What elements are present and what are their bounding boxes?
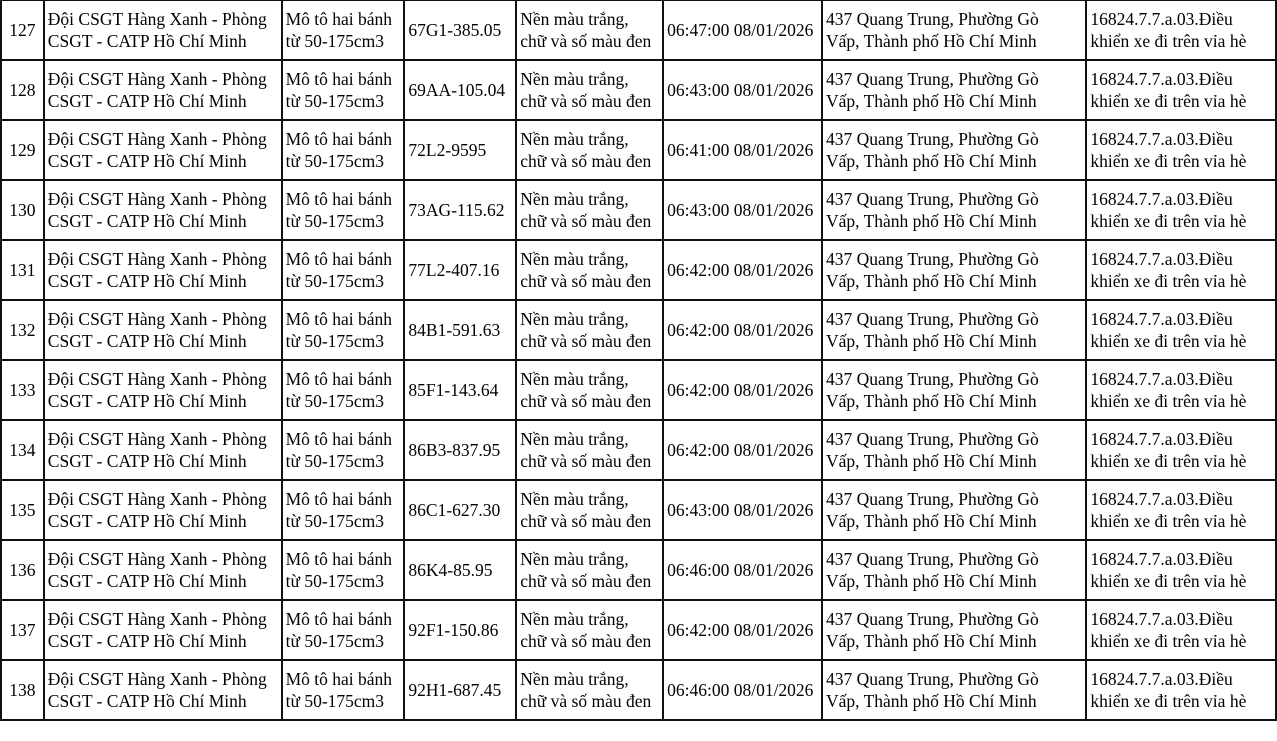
table-body [1, 0, 1276, 720]
plate-color-line: Nền màu trắng, [520, 189, 629, 209]
violation-location-cell [822, 0, 1086, 60]
violation-location-line: 437 Quang Trung, Phường Gò [826, 489, 1039, 509]
violation-description-cell [1086, 180, 1276, 240]
table-row [1, 300, 1276, 360]
vehicle-type-line: từ 50-175cm3 [285, 451, 385, 471]
plate-color-line: Nền màu trắng, [520, 129, 629, 149]
violation-description-line: 16824.7.7.a.03.Điều [1090, 549, 1233, 569]
license-plate-cell [404, 540, 516, 600]
enforcement-unit-line: CSGT - CATP Hồ Chí Minh [47, 571, 247, 591]
violation-time: 06:41:00 08/01/2026 [667, 140, 814, 160]
violation-description-line: khiển xe đi trên vỉa hè [1090, 91, 1247, 111]
license-plate-cell [404, 240, 516, 300]
row-number: 135 [9, 500, 36, 520]
plate-color-line: chữ và số màu đen [520, 511, 652, 531]
violation-location-line: 437 Quang Trung, Phường Gò [826, 9, 1039, 29]
violation-location-line: Vấp, Thành phố Hồ Chí Minh [826, 31, 1037, 51]
violation-time-cell [663, 180, 822, 240]
violation-location-cell [822, 300, 1086, 360]
violation-location-cell [822, 360, 1086, 420]
violation-time-cell [663, 0, 822, 60]
violation-location-line: Vấp, Thành phố Hồ Chí Minh [826, 391, 1037, 411]
plate-color-line: chữ và số màu đen [520, 331, 652, 351]
vehicle-type-cell [282, 0, 405, 60]
plate-color-line: Nền màu trắng, [520, 69, 629, 89]
license-plate: 86C1-627.30 [408, 500, 501, 520]
enforcement-unit-line: Đội CSGT Hàng Xanh - Phòng [47, 9, 267, 29]
row-number-cell [1, 420, 44, 480]
license-plate: 73AG-115.62 [408, 200, 505, 220]
row-number-cell [1, 660, 44, 720]
violation-description-line: khiển xe đi trên vỉa hè [1090, 211, 1247, 231]
license-plate-cell [404, 0, 516, 60]
violation-description-line: 16824.7.7.a.03.Điều [1090, 69, 1233, 89]
vehicle-type-line: Mô tô hai bánh [285, 9, 393, 29]
violation-location-cell [822, 540, 1086, 600]
row-number-cell [1, 480, 44, 540]
violation-description-line: khiển xe đi trên vỉa hè [1090, 331, 1247, 351]
violation-time: 06:42:00 08/01/2026 [667, 620, 814, 640]
violation-description-line: 16824.7.7.a.03.Điều [1090, 429, 1233, 449]
violation-description-line: 16824.7.7.a.03.Điều [1090, 669, 1233, 689]
plate-color-line: Nền màu trắng, [520, 249, 629, 269]
plate-color-line: chữ và số màu đen [520, 31, 652, 51]
violation-location-line: Vấp, Thành phố Hồ Chí Minh [826, 571, 1037, 591]
violation-location-line: Vấp, Thành phố Hồ Chí Minh [826, 631, 1037, 651]
violation-location-line: Vấp, Thành phố Hồ Chí Minh [826, 691, 1037, 711]
vehicle-type-line: Mô tô hai bánh [285, 669, 393, 689]
violation-location-cell [822, 180, 1086, 240]
enforcement-unit-line: Đội CSGT Hàng Xanh - Phòng [47, 489, 267, 509]
violation-time-cell [663, 120, 822, 180]
enforcement-unit-line: CSGT - CATP Hồ Chí Minh [47, 271, 247, 291]
vehicle-type-cell [282, 180, 405, 240]
violation-location-line: 437 Quang Trung, Phường Gò [826, 189, 1039, 209]
vehicle-type-line: từ 50-175cm3 [285, 391, 385, 411]
vehicle-type-line: từ 50-175cm3 [285, 271, 385, 291]
enforcement-unit-line: Đội CSGT Hàng Xanh - Phòng [47, 609, 267, 629]
violation-location-line: 437 Quang Trung, Phường Gò [826, 249, 1039, 269]
plate-color-line: chữ và số màu đen [520, 391, 652, 411]
plate-color-line: Nền màu trắng, [520, 609, 629, 629]
violation-time: 06:42:00 08/01/2026 [667, 320, 814, 340]
row-number: 131 [9, 260, 36, 280]
vehicle-type-cell [282, 480, 405, 540]
vehicle-type-cell [282, 300, 405, 360]
table-row [1, 60, 1276, 120]
license-plate: 84B1-591.63 [408, 320, 501, 340]
row-number-cell [1, 180, 44, 240]
enforcement-unit-line: Đội CSGT Hàng Xanh - Phòng [47, 369, 267, 389]
row-number-cell [1, 540, 44, 600]
license-plate: 72L2-9595 [408, 140, 487, 160]
vehicle-type-line: Mô tô hai bánh [285, 249, 393, 269]
row-number: 130 [9, 200, 36, 220]
row-number-cell [1, 600, 44, 660]
vehicle-type-line: từ 50-175cm3 [285, 631, 385, 651]
violation-description-cell [1086, 300, 1276, 360]
violation-description-cell [1086, 240, 1276, 300]
row-number-cell [1, 120, 44, 180]
vehicle-type-line: từ 50-175cm3 [285, 331, 385, 351]
enforcement-unit-line: Đội CSGT Hàng Xanh - Phòng [47, 429, 267, 449]
enforcement-unit-cell [44, 660, 282, 720]
plate-color-cell [516, 0, 663, 60]
violation-description-line: khiển xe đi trên vỉa hè [1090, 571, 1247, 591]
violation-description-line: khiển xe đi trên vỉa hè [1090, 31, 1247, 51]
vehicle-type-cell [282, 600, 405, 660]
violation-description-line: 16824.7.7.a.03.Điều [1090, 9, 1233, 29]
violation-location-line: Vấp, Thành phố Hồ Chí Minh [826, 151, 1037, 171]
enforcement-unit-line: CSGT - CATP Hồ Chí Minh [47, 151, 247, 171]
plate-color-line: Nền màu trắng, [520, 669, 629, 689]
violation-time: 06:47:00 08/01/2026 [667, 20, 814, 40]
violation-location-line: 437 Quang Trung, Phường Gò [826, 69, 1039, 89]
violation-time-cell [663, 600, 822, 660]
violation-description-line: 16824.7.7.a.03.Điều [1090, 489, 1233, 509]
table-row [1, 240, 1276, 300]
row-number-cell [1, 300, 44, 360]
violation-description-line: khiển xe đi trên vỉa hè [1090, 151, 1247, 171]
license-plate-cell [404, 180, 516, 240]
vehicle-type-line: Mô tô hai bánh [285, 429, 393, 449]
plate-color-cell [516, 240, 663, 300]
table-row [1, 600, 1276, 660]
enforcement-unit-cell [44, 480, 282, 540]
vehicle-type-line: Mô tô hai bánh [285, 489, 393, 509]
table-row [1, 360, 1276, 420]
row-number: 127 [9, 20, 36, 40]
enforcement-unit-line: CSGT - CATP Hồ Chí Minh [47, 31, 247, 51]
violation-description-line: 16824.7.7.a.03.Điều [1090, 189, 1233, 209]
violation-location-cell [822, 120, 1086, 180]
violation-description-line: khiển xe đi trên vỉa hè [1090, 691, 1247, 711]
violation-location-line: Vấp, Thành phố Hồ Chí Minh [826, 211, 1037, 231]
plate-color-line: Nền màu trắng, [520, 549, 629, 569]
license-plate-cell [404, 60, 516, 120]
row-number: 132 [9, 320, 36, 340]
plate-color-cell [516, 60, 663, 120]
plate-color-line: Nền màu trắng, [520, 489, 629, 509]
vehicle-type-cell [282, 240, 405, 300]
vehicle-type-line: từ 50-175cm3 [285, 211, 385, 231]
violation-location-line: 437 Quang Trung, Phường Gò [826, 129, 1039, 149]
violation-description-line: khiển xe đi trên vỉa hè [1090, 451, 1247, 471]
enforcement-unit-line: Đội CSGT Hàng Xanh - Phòng [47, 189, 267, 209]
violation-location-cell [822, 600, 1086, 660]
vehicle-type-cell [282, 420, 405, 480]
license-plate: 92F1-150.86 [408, 620, 499, 640]
vehicle-type-cell [282, 660, 405, 720]
violation-description-cell [1086, 600, 1276, 660]
violation-description-line: 16824.7.7.a.03.Điều [1090, 129, 1233, 149]
violation-time-cell [663, 660, 822, 720]
violation-time-cell [663, 60, 822, 120]
row-number: 137 [9, 620, 36, 640]
enforcement-unit-line: CSGT - CATP Hồ Chí Minh [47, 511, 247, 531]
row-number: 134 [9, 440, 36, 460]
violation-time-cell [663, 300, 822, 360]
enforcement-unit-line: Đội CSGT Hàng Xanh - Phòng [47, 69, 267, 89]
violation-location-line: Vấp, Thành phố Hồ Chí Minh [826, 511, 1037, 531]
violation-description-cell [1086, 120, 1276, 180]
license-plate: 69AA-105.04 [408, 80, 506, 100]
violation-description-cell [1086, 60, 1276, 120]
license-plate-cell [404, 360, 516, 420]
license-plate-cell [404, 300, 516, 360]
enforcement-unit-line: CSGT - CATP Hồ Chí Minh [47, 691, 247, 711]
row-number-cell [1, 60, 44, 120]
vehicle-type-line: từ 50-175cm3 [285, 31, 385, 51]
enforcement-unit-line: CSGT - CATP Hồ Chí Minh [47, 451, 247, 471]
violation-description-cell [1086, 540, 1276, 600]
violation-description-line: 16824.7.7.a.03.Điều [1090, 369, 1233, 389]
plate-color-line: chữ và số màu đen [520, 271, 652, 291]
vehicle-type-line: Mô tô hai bánh [285, 609, 393, 629]
plate-color-line: chữ và số màu đen [520, 571, 652, 591]
license-plate-cell [404, 420, 516, 480]
license-plate-cell [404, 660, 516, 720]
violation-time: 06:42:00 08/01/2026 [667, 440, 814, 460]
license-plate-cell [404, 480, 516, 540]
vehicle-type-line: Mô tô hai bánh [285, 129, 393, 149]
plate-color-cell [516, 420, 663, 480]
enforcement-unit-line: Đội CSGT Hàng Xanh - Phòng [47, 249, 267, 269]
row-number: 129 [9, 140, 36, 160]
row-number: 138 [9, 680, 36, 700]
enforcement-unit-cell [44, 180, 282, 240]
row-number: 136 [9, 560, 36, 580]
violation-time: 06:43:00 08/01/2026 [667, 80, 814, 100]
violation-description-line: khiển xe đi trên vỉa hè [1090, 511, 1247, 531]
violation-description-cell [1086, 360, 1276, 420]
violation-description-line: khiển xe đi trên vỉa hè [1090, 391, 1247, 411]
violation-description-line: khiển xe đi trên vỉa hè [1090, 631, 1247, 651]
violation-location-line: 437 Quang Trung, Phường Gò [826, 549, 1039, 569]
license-plate: 86K4-85.95 [408, 560, 493, 580]
violation-location-line: Vấp, Thành phố Hồ Chí Minh [826, 331, 1037, 351]
violation-description-cell [1086, 0, 1276, 60]
violation-time: 06:42:00 08/01/2026 [667, 260, 814, 280]
enforcement-unit-cell [44, 240, 282, 300]
plate-color-cell [516, 660, 663, 720]
violation-description-line: khiển xe đi trên vỉa hè [1090, 271, 1247, 291]
vehicle-type-line: Mô tô hai bánh [285, 69, 393, 89]
enforcement-unit-cell [44, 420, 282, 480]
enforcement-unit-line: Đội CSGT Hàng Xanh - Phòng [47, 309, 267, 329]
plate-color-line: chữ và số màu đen [520, 91, 652, 111]
enforcement-unit-cell [44, 120, 282, 180]
plate-color-line: Nền màu trắng, [520, 429, 629, 449]
violation-location-line: Vấp, Thành phố Hồ Chí Minh [826, 451, 1037, 471]
enforcement-unit-line: Đội CSGT Hàng Xanh - Phòng [47, 129, 267, 149]
license-plate: 85F1-143.64 [408, 380, 499, 400]
vehicle-type-line: Mô tô hai bánh [285, 369, 393, 389]
vehicle-type-line: từ 50-175cm3 [285, 151, 385, 171]
row-number: 133 [9, 380, 36, 400]
enforcement-unit-line: CSGT - CATP Hồ Chí Minh [47, 91, 247, 111]
table-row [1, 480, 1276, 540]
violation-location-cell [822, 660, 1086, 720]
violation-description-cell [1086, 480, 1276, 540]
violation-location-cell [822, 240, 1086, 300]
vehicle-type-line: từ 50-175cm3 [285, 91, 385, 111]
violation-location-line: 437 Quang Trung, Phường Gò [826, 669, 1039, 689]
violation-time: 06:43:00 08/01/2026 [667, 500, 814, 520]
plate-color-cell [516, 600, 663, 660]
violation-description-line: 16824.7.7.a.03.Điều [1090, 249, 1233, 269]
vehicle-type-line: Mô tô hai bánh [285, 309, 393, 329]
license-plate: 67G1-385.05 [408, 20, 502, 40]
violation-time: 06:46:00 08/01/2026 [667, 680, 814, 700]
table-row [1, 180, 1276, 240]
vehicle-type-line: từ 50-175cm3 [285, 511, 385, 531]
violation-description-line: 16824.7.7.a.03.Điều [1090, 609, 1233, 629]
plate-color-line: Nền màu trắng, [520, 309, 629, 329]
plate-color-cell [516, 120, 663, 180]
plate-color-line: chữ và số màu đen [520, 211, 652, 231]
vehicle-type-line: từ 50-175cm3 [285, 691, 385, 711]
plate-color-line: chữ và số màu đen [520, 151, 652, 171]
vehicle-type-line: từ 50-175cm3 [285, 571, 385, 591]
violation-location-line: 437 Quang Trung, Phường Gò [826, 609, 1039, 629]
row-number-cell [1, 0, 44, 60]
violation-location-line: Vấp, Thành phố Hồ Chí Minh [826, 91, 1037, 111]
violation-location-cell [822, 480, 1086, 540]
row-number-cell [1, 360, 44, 420]
enforcement-unit-line: Đội CSGT Hàng Xanh - Phòng [47, 669, 267, 689]
enforcement-unit-cell [44, 600, 282, 660]
vehicle-type-cell [282, 540, 405, 600]
vehicle-type-cell [282, 120, 405, 180]
plate-color-line: Nền màu trắng, [520, 9, 629, 29]
violation-time-cell [663, 540, 822, 600]
enforcement-unit-cell [44, 300, 282, 360]
plate-color-line: Nền màu trắng, [520, 369, 629, 389]
enforcement-unit-line: CSGT - CATP Hồ Chí Minh [47, 211, 247, 231]
violation-location-line: 437 Quang Trung, Phường Gò [826, 369, 1039, 389]
vehicle-type-cell [282, 360, 405, 420]
violation-description-line: 16824.7.7.a.03.Điều [1090, 309, 1233, 329]
table-row [1, 660, 1276, 720]
vehicle-type-cell [282, 60, 405, 120]
plate-color-cell [516, 180, 663, 240]
violation-time: 06:46:00 08/01/2026 [667, 560, 814, 580]
license-plate-cell [404, 120, 516, 180]
license-plate: 86B3-837.95 [408, 440, 501, 460]
table-row [1, 0, 1276, 60]
violation-location-cell [822, 60, 1086, 120]
table-row [1, 120, 1276, 180]
table-row [1, 420, 1276, 480]
license-plate-cell [404, 600, 516, 660]
row-number-cell [1, 240, 44, 300]
license-plate: 77L2-407.16 [408, 260, 500, 280]
violation-location-line: Vấp, Thành phố Hồ Chí Minh [826, 271, 1037, 291]
plate-color-line: chữ và số màu đen [520, 631, 652, 651]
enforcement-unit-cell [44, 360, 282, 420]
enforcement-unit-cell [44, 0, 282, 60]
plate-color-cell [516, 540, 663, 600]
enforcement-unit-line: CSGT - CATP Hồ Chí Minh [47, 391, 247, 411]
enforcement-unit-cell [44, 540, 282, 600]
enforcement-unit-cell [44, 60, 282, 120]
violation-location-cell [822, 420, 1086, 480]
plate-color-line: chữ và số màu đen [520, 691, 652, 711]
violation-location-line: 437 Quang Trung, Phường Gò [826, 309, 1039, 329]
plate-color-cell [516, 480, 663, 540]
license-plate: 92H1-687.45 [408, 680, 502, 700]
violation-time: 06:42:00 08/01/2026 [667, 380, 814, 400]
vehicle-type-line: Mô tô hai bánh [285, 189, 393, 209]
violation-time-cell [663, 240, 822, 300]
violation-time-cell [663, 480, 822, 540]
violation-description-cell [1086, 420, 1276, 480]
violation-time: 06:43:00 08/01/2026 [667, 200, 814, 220]
plate-color-cell [516, 300, 663, 360]
table-row [1, 540, 1276, 600]
violation-time-cell [663, 420, 822, 480]
enforcement-unit-line: CSGT - CATP Hồ Chí Minh [47, 631, 247, 651]
plate-color-line: chữ và số màu đen [520, 451, 652, 471]
violation-location-line: 437 Quang Trung, Phường Gò [826, 429, 1039, 449]
enforcement-unit-line: CSGT - CATP Hồ Chí Minh [47, 331, 247, 351]
vehicle-type-line: Mô tô hai bánh [285, 549, 393, 569]
violation-description-cell [1086, 660, 1276, 720]
row-number: 128 [9, 80, 36, 100]
plate-color-cell [516, 360, 663, 420]
violation-time-cell [663, 360, 822, 420]
enforcement-unit-line: Đội CSGT Hàng Xanh - Phòng [47, 549, 267, 569]
